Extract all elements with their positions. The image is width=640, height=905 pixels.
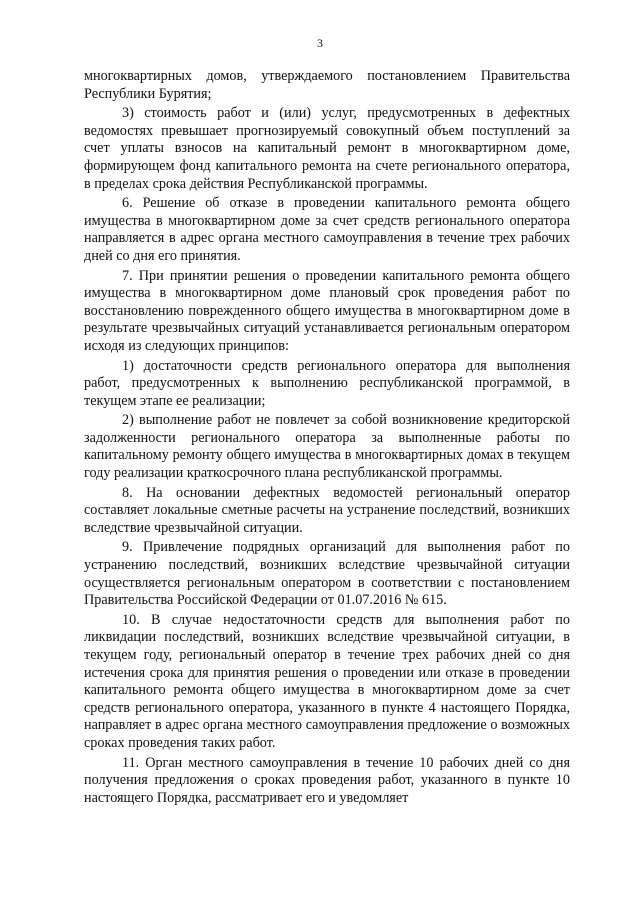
paragraph-principle-2: 2) выполнение работ не повлечет за собой возникновение кредиторской задолженности регионального оператора за выполненные работы по капитальному ремонту общего имущества в многоквартирных домах в текущем году реализации краткосрочного плана республиканской программы. <box>84 412 570 482</box>
paragraph-principle-1: 1) достаточности средств регионального оператора для выполнения работ, предусмотренных к выполнению республиканской программой, в текущем этапе ее реализации; <box>84 357 570 409</box>
paragraph-clause-9: 9. Привлечение подрядных организаций для выполнения работ по устранению последствий, возникших вследствие чрезвычайной ситуации осуществляется региональным оператором в соответствии с постановлением Правительства Российской Федерации от 01.07.2016 № 615. <box>84 539 570 609</box>
paragraph-clause-10: 10. В случае недостаточности средств для выполнения работ по ликвидации последствий, возникших вследствие чрезвычайной ситуации, в текущем году, региональный оператор в течение трех рабочих дней со дня истечения срока для принятия решения о проведении или отказе в проведении капитального ремонта общего имущества в многоквартирном доме за счет средств регионального оператора, указанного в пункте 4 настоящего Порядка, направляет в адрес органа местного самоуправления предложение о возможных сроках проведения таких работ. <box>84 611 570 751</box>
paragraph-clause-8: 8. На основании дефектных ведомостей региональный оператор составляет локальные сметные расчеты на устранение последствий, возникших вследствие чрезвычайной ситуации. <box>84 484 570 536</box>
paragraph-clause-6: 6. Решение об отказе в проведении капитального ремонта общего имущества в многоквартирном доме за счет средств регионального оператора направляется в адрес органа местного самоуправления в течение трех рабочих дней со дня его принятия. <box>84 195 570 264</box>
paragraph-continuation: многоквартирных домов, утверждаемого постановлением Правительства Республики Бурятия; <box>84 68 570 102</box>
document-body <box>84 68 570 809</box>
page-number: 3 <box>317 36 323 50</box>
paragraph-clause-7: 7. При принятии решения о проведении капитального ремонта общего имущества в многоквартирном доме плановый срок проведения работ по восстановлению поврежденного общего имущества в многоквартирном доме в результате чрезвычайных ситуаций устанавливается региональным оператором исходя из следующих принципов: <box>84 267 570 354</box>
paragraph-clause-11: 11. Орган местного самоуправления в течение 10 рабочих дней со дня получения предложения о сроках проведения работ, указанного в пункте 10 настоящего Порядка, рассматривает его и уведомляет <box>84 754 570 806</box>
paragraph-item-3: 3) стоимость работ и (или) услуг, предусмотренных в дефектных ведомостях превышает прогнозируемый совокупный объем поступлений за счет уплаты взносов на капитальный ремонт в многоквартирном доме, формирующем фонд капитального ремонта на счете регионального оператора, в пределах срока действия Республиканской программы. <box>84 105 570 192</box>
